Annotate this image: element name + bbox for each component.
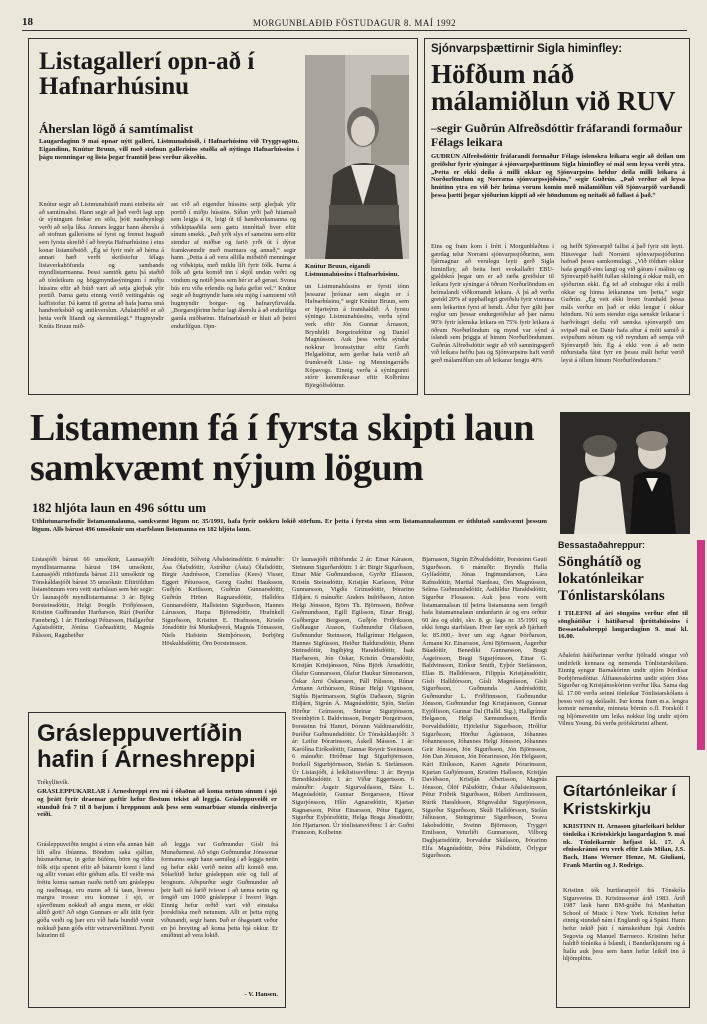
main-col1: Listasjóði bárust 66 umsóknir, Launasjóði myndlistarmanna bárust 184 umsóknir, Launasjóði rithöfunda bárust 211 umsóknir og Tónskáldasjóði bárust 35 umsóknir. Eftirtöldum listamönnum voru veitt starfslaun sem hér segir: Úr launasjóði myndlistarmanna: 3 ár: Björg Þorsteinsdóttir, Helgi Þorgils Friðjónsson, Kristinn Guðbrandur Harðarson, Rúrí (Þuríður Fannberg). 1 ár: Finnbogi Pétursson, Hallgerður Ágústsdóttir, Jónína Guðnadóttir, Magnús Pálsson, Ragnheiður <box>32 556 154 639</box>
gallery-headline: Listagallerí opn-að í Hafnarhúsinu <box>39 48 255 100</box>
grasleppu-headline: Grásleppuvertíðin hafin í Árneshreppi <box>37 720 256 773</box>
grasleppu-lead: GRÁSLEPPUKARLAR í Árneshreppi eru nú í óðaönn að koma netum sínum í sjó og þrátt fyrir draemar gæftir hefur flestum tekist að leggja. Grásleppuveiði er stunduð frá 7 til 8 bæjum í hreppnum auk þess sem sumarbúar stunda einhverja veiði. <box>37 788 277 819</box>
main-col3: Úr launasjóði rithöfunda: 2 ár: Einar Kárason, Steinunn Sigurðardóttir. 1 ár: Birgir Sigurðsson, Einar Már Guðmundsson, Gyrðir Elíasson, Kristín Steinsdóttir, Kristján Karlsson, Pétur Gunnarsson, Vigdís Grímsdóttir, Þórarinn Eldjárn. 6 mánuðir: Anders Indriðason, Anton Helgi Jónsson, Björn Th. Björnsson, Böðvar Guðmundsson, Egill Egilsson, Einar Bragi, Guðbergur Bergsson, Guðjón Friðriksson, Guðlaugur Arason, Guðmundur Ólafsson, Guðmundur Steinsson, Hallgrímur Helgason, Hannes Sigfússon, Heiður Baldursdóttir, Iðunn Steinsdóttir, Ingibjörg Haraldsdóttir, Ísak Harðarson, Jón Óskar, Kristín Ómarsdóttir, Kristján Kristjánsson, Nína Björk Árnadóttir, Ólafur Gunnarsson, Ólafur Haukur Símonarson, Óskar Árni Óskarsson, Páll Pálsson, Rúnar Ármann Arthúrsson, Rúnar Helgi Vignisson, Sigfús Bjartmarsson, Sigfús Daðason, Sigrún Eldjárn, Sigrún Á. Magnúsdóttir, Sjón, Stefán Hörður Grímsson, Steinar Sigurjónsson, Sveinbjörn I. Baldvinsson, Þorgeir Þorgeirsson, Þorsteinn frá Hamri, Þórunn Valdimarsdóttir, Þuríður Guðmundsdóttir. Úr Tónskáldasjóði: 3 ár: Leifur Þórarinsson, Áskell Másson. 1 ár: Karólína Eiríksdóttir, Gunnar Reynir Sveinsson. 6 mánuðir: Hróðmar Ingi Sigurbjörnsson, Þorkell Sigurbjörnsson, Stefán S. Stefánsson. Úr Listasjóði, á leiklistissviðinu: 3 ár: Brynja Benediktsdóttir. 1 ár: Viðar Eggertsson. 6 mánuðir: Ásgeir Sigurvaldason, Bára L. Magnúsdóttir, Gunnar Borgarsson, Hávar Sigurjónsson, Hlín Agnarsdóttir, Kjartan Ragnarsson, Pétur Einarsson, Pétur Eggerz, Sigurður Eyþórsdóttir, Helga Braga Jónsdóttir, Jón Hjartarson. Úr tónlistarsviðinu: 1 ár: Guðni Franzson, Kolbeinn <box>292 556 414 837</box>
concert-photo <box>560 412 690 534</box>
singers-graphic <box>560 412 690 534</box>
page-header <box>22 16 687 31</box>
ruv-headline: Höfðum náð málamiðlun við RUV <box>431 59 676 116</box>
bessastadir-kicker: Bessastaðahreppur: <box>558 540 646 550</box>
main-lead: Úthlutunarnefndir listamannalauna, samkvæmt lögum nr. 35/1991, hafa fyrir nokkru lokið störfum. Er þetta í fyrsta sinn sem listamannalaunum er úthlutað samkvæmt þessum lögum. Alls bárust 496 umsóknir um starfslaun listamanna en 182 hljóta laun. <box>32 518 547 533</box>
gitar-body: Kristinn tók burtfararpróf frá Tónskóla Sigursveins D. Kristinssonar árið 1983. Árið 1987 lauk hann BM-gráðu frá Manhattan School of Music í New York. Kristinn hefur einnig stundað nám í Englandi og á Spáni. Hann hefur tekið þátt í námskeiðum hjá Andrés Segovia og Manuel Barrueco. Kristinn hefur haldið tónleika á Íslandi, í Bandaríkjunum og á Ítalíu auk þess sem hann hefur leikið inn á hljómplötu. <box>563 887 685 963</box>
main-col2: Jónsdóttir, Sólveig Aðalsteinsdóttir. 6 mánuðir: Ása Ólafsdóttir, Ástríður (Ásta) Ólafsdóttir, Birgir Andrésson, Cornelíus (Kees) Visser, Eggert Pétursson, Georg Guðni Hauksson, Guðjón Ketilsson, Guðrún Gunnarsdóttir, Guðrún Hrönn Ragnarsdóttir, Halldóra Gunnarsdóttir, Hallsteinn Sigurðsson, Hannes Lárusson, Harpa Björnsdóttir, Hrafnkell Sigurðsson, Kristinn E. Hrafnsson, Kristín Jónsdóttir frá Munkaþverá, Magnús Tómasson, Níels Hafstein Steinþórsson, Þorbjörg Höskuldsdóttir, Örn Þorsteinsson. <box>162 556 284 647</box>
ruv-body-col1: Eins og fram kom í frétt í Morgunblaðinu í gærdag telur Norræni sjónvarpssjóðurinn, sem fjármagnar að verulegu leyti gerð Sigla himinfley, að beita beri svokallaðri EBU-gjaldskrá þegar um er að ræða greiðslur til leikara fyrir sýningar á öðrum Norðurlöndum en heimalandi viðkomandi leikara. Á þá að verða greidd 20% af upphaflegri greiðslu fyrir vinnuna sem leikarinn fyrst af hendi. Áður fyrr gilti þær reglur um þessar endurgreiðslur að þær námu 90% fyrir íslenska leikara en 75% fyrir leikara á öðrum Norðurlöndum og mynd var sýnd á íslandi sem þriggja af hinum Norðurlöndunum. Guðrún Alfreðsdóttir segir að við samningsgerð við leikara hefðu þau og Sjónvarpsins haft verið gerð málamiðlun um að leikarar fengju 40% <box>431 243 554 364</box>
portrait-graphic <box>305 55 409 259</box>
ruv-lead: GUÐRÚN Alfreðsdóttir fráfarandi formaður Félags íslenskra leikara segir að deilan um greiðslur fyrir sýningar á sjónvarpsþættinum Sigla himinfley sé mál sem leysa verði ytra. „Þetta er ekki deila á milli okkar og Sjónvarpsins heldur deila milli leikara á Norðurlöndum og Norræna sjónvarpssjóðsins,“ segir Guðrún. „Það verður að leysa hnútinn ytra en við hér heima vorum komin með málamiðlun við Sjónvarpið varðandi þessa þætti þegar sjóðurinn kippti að sér höndunum og neitaði að fallast á það.“ <box>431 153 685 199</box>
masthead: MORGUNBLAÐIÐ FÖSTUDAGUR 8. MAÍ 1992 <box>252 18 457 28</box>
grasleppu-dateline: Trékyllisvík. <box>37 779 70 786</box>
main-headline: Listamenn fá í fyrsta skipti laun samkvæmt nýjum lögum <box>30 407 534 489</box>
ruv-subhead: –segir Guðrún Alfreðsdóttir fráfarandi formaður Félags leikara <box>431 121 683 149</box>
gallery-body-col2: ast við að eigendur hússins setji glerþak yfir portið í miðju hússins. Síðan yrði það hitamað sem leigja á öt, leigt út til handverksmanna og viðskiptaaðila sem gætu innréttað hver eftir sínum smekk. „Það yrði slys ef sameinu sem eftir stendur af miðbæ og fariö yrði út í dýrar framkvæmdir með marmara og annað,“ segir hann. „Þetta á að vera allilla miðstöð menningar og viðskipta, með miklu lífi fyrir fólk. Þarna á fólk að geta komið inn í skjól undan veðri og vindum og notið þess sem hér er að gerast. Svona hús eru víða erlendis og hafa gefist vel.“ Knútur segir að hugmyndir hans séu mjög í samræmi við hugmyndir borgar- og hafnaryfirvalda. „Borgarstjórinn hefur lagt áherslu á að endurlífga gamla miðbæinn. Hafnarhúsið er hluti að þeirri endurlífgun. Opn- <box>171 201 296 330</box>
gallery-subhead: Áherslan lögð á samtímalist <box>39 121 194 136</box>
grasleppu-col1: Grásleppuveiðin tengist á einn eða annan hátt lífi allra íbúanna. Böndum saka sjálfan, húsmæðurnar, in gefur búfénu, börn og eldra fólk sitja spennt eftir að bátarnir komi í land og allir vonast eftir góðum afla. Ef veiðir má fréttu koma saman rauða netið um grásleppu og rauðmaga, eru menn að fá taun, hversu margra trossur eru komnar í sjó, er sjávrðinum nokkuð að angra menn, er ekki alltið gott? Að sögn Gunnars er allt útlit fyrir góða veiði og þær eru víð hafa bundið vonir nokkuð þann góðs eftir vetrarvertíðinni. Fyrsti báturinn til <box>37 841 154 940</box>
edge-marker <box>697 540 705 750</box>
ruv-body-col2: og hefði Sjónvarpið fallist á það fyrir sitt leyti. Hinsvegar hafi Norræni sjónvarpssjóðurinn hafnað þessu samkomulagi. „Við töldum okkur hafa gengið eins langt og við gátum í málinu og Sjónvarpið hafði fullan skilning á okkar máli, en sjóðurinn ekki. Ég tel að einhugur ríki á milli okkar og hinna leikaranna um þetta,“ segir Guðrún. „Ég veit ekki hvert framhald þessa máls verður en það er ekki lengur í okkar höndum. Nú sem stendur eiga sænskir leikarar í harðvítugri deilu við sænska sjónvarpið um svipað mál en Danir hafa aftur á móti samið á svipuðum nótum og við reyndum að semja við Sjónvarpið hér. Ég á ekki von á að nein niðurstaða fáist fyrr en þessu máli hefur verið leyst á öllum hinum Norðurlöndunum.“ <box>561 243 684 364</box>
gallery-article <box>28 38 418 395</box>
bessastadir-body: Aðalefni hátíðarinnar verður fjölradd söngur við undirleik kennara og nemenda Tónlistarskólans. Einnig syngur Barnakórinn undir stjórn Þórdísar Þorbjörnsdóttur. Álftanesskórinn undir stjórn Jóns Sigurðar og Kristjánsskórinn verður líka. Sama dag kl. 17.00 verða seinni tónleikar Tónlistarskólans á þessu vori og skólaslit. Þar koma fram m.a. lengra komnir nemendur, minnsta börnin o.fl. Forskóli I og hljómsveitin um leika nokkur lög undir stjórn Vilmu Young. Þá verða prófskírteini afhent. <box>558 652 688 728</box>
bessastadir-article <box>558 540 692 770</box>
knutur-bruun-photo <box>305 55 409 259</box>
gallery-body-col3: un Listmunahússins er fyrsti tónn þessarar þróunar sem slegin er í Hafnarhúsinu,“ segir Knútur Bruun, sem er bjartsýnn á framhaldið. Á fyrstu sýningu Listmunahússins, verða sýnd verk eftir Jón Gunnar Árnason, Brynhildi Þorgeirsdóttur og Daníel Magnússon. Auk þess verða sýndar nokkrar bronsstyttur eftir Gerði Helgadóttur, sem gerðar hafa verið að frumkvæði Lista- og Menningarráðs Kópavogs. Einnig verða á sýningunni stórir keramikvasar eftir Kolbrúnu Björgólfsdóttur. <box>305 283 409 389</box>
grasleppu-article <box>28 712 286 1008</box>
main-subhead: 182 hljóta laun en 496 sóttu um <box>32 500 207 515</box>
gitar-article <box>556 776 690 1008</box>
grasleppu-col2: að leggja var Guðmundur Gísli frá Munaðarnesi. Að sögn Guðmundar Jónssonar formanns segir hann sæmileg í að leggja netin og hefur ekki verið neinn afli komið enn. Sólarlítið hefur grásleppan stór og full af hrognum. Aðspurður segir Guðmundur að þeir hafi nú farið tvisvar í að tæma netin og fengið um 1000 grásleppur í hvorri lögn. Einnig hefur orðið vart við einstaka þorskfiska með netunum. Allt er þetta mjög viðunandi, segir hann. Það er óhagstætt veður en þó breyting að koma þetta hjá okkur. Er smíðinni að vera lokið. <box>161 841 278 940</box>
grasleppu-signature: - V. Hansen. <box>244 991 278 998</box>
bessastadir-headline: Sönghátíð og lokatónleikar Tónlistarskólans <box>558 554 665 604</box>
ruv-kicker: Sjónvarpsþættirnir Sigla himinfley: <box>431 43 623 55</box>
bessastadir-lead: Í TILEFNI af ári söngsins verður efnt til sönghátíðar í hátíðarsal íþróttahússins í Bessastaðahreppi laugardaginn 9. maí kl. 16.00. <box>558 610 688 641</box>
main-col4: Bjarnason, Sigrún Eðvaldsdóttir, Þorsteinn Gauti Sigurðsson. 6 mánuðir: Bryndís Halla Gylfadóttir, Jónas Ingimundarson, Lára Rafnsdóttir, Martial Nardeau, Örn Magnússon, Selma Guðmundsdóttir, Ásthildur Haraldsdóttir, Sigurður Flosason. Auk þess voru veitt listamannalaun til þeirra listamanna sem fengið hafa listamannalaun undanfarin ár og eru orðnir 60 ára og eldri, skv. 8. gr. laga nr. 35/1991 og ekki fengu starfslaun. Hver fær styrk að fjárhæð kr. 85.000,- hver um sig: Agnar Þórðarson, Ármann Kr. Einarsson, Árni Björnsson, Ásgerður Búadóttir, Benedikt Gunnarsson, Bragi Ásgeirsson, Bragi Sigurjónsson, Einar G. Baldvinsson, Eiríkur Smith, Eyþór Stefánsson, Elías B. Halldórsson, Filippía Kristjánsdóttir, Gísli Halldórsson, Gísli Magnússon, Gísli Sigurðsson, Guðmunda Andrésdóttir, Guðmundur L. Friðfinnsson, Guðmundur Jónsson, Guðmundur Ingi Kristjánsson, Gunnar Eyjólfsson, Gunnar Dal (Halld. Sig.), Hallgrímur Helgason, Helgi Sæmundsson, Herdís Þorvaldsdóttir, Hjörleifur Sigurðsson, Hrólfur Sigurðsson, Hörður Ágústsson, Jóhannes Jóhannesson, Jóhannes Helgi Jónsson, Jóhannes Geir Jónsson, Jón Sigurðsson, Jón Björnsson, Jón Dan Jónsson, Jón Þórarinsson, Jón Helgason, Kári Eiríksson, Karen Agnete Þórarinsson, Kjartan Guðjónsson, Kristinn Hallsson, Kristján Davíðsson, Kristján Albertsson, Magnús Jónsson, Ólöf Pálsdóttir, Óskar Aðalsteinsson, Pétur Friðrik Sigurðsson, Róbert Arnfinnsson, Rúrik Haraldsson, Rögnvaldur Sigurjónsson, Sigurður Sigurðsson, Skúli Halldórsson, Stefán Júlíusson, Steingrímur Sigurðsson, Svava Jakobsdóttir, Sveinn Björnsson, Tryggvi Emilsson, Veturliði Gunnarsson, Vilborg Dagbjartsdóttir, Þorvaldur Skúlason, Þórarinn Elfa Magnúsdóttir, Þóra Pálsdóttir, Örlygur Sigurðsson. <box>422 556 547 860</box>
gallery-photo-caption: Knútur Bruun, eigandi Listmunahússins í Hafnarhúsinu. <box>305 263 400 278</box>
gallery-lead: Laugardaginn 9 maí opnar nýtt gallerí, Listmunahúsið, í Hafnarhúsinu við Tryggvagötu. Eigandinn, Knútur Bruun, vill með stofnun gallerísins stuðla að nýtingu Hafnarhússins í þágu menningar og lista þegar framtíð þess verður ákveðin. <box>39 138 299 161</box>
page-number: 18 <box>22 16 33 28</box>
gitar-lead: KRISTINN H. Árnason gítarleikari heldur tónleika í Kristskirkju laugardaginn 9. maí nk. Tónleikarnir hefjast kl. 17. Á efnisskránni eru verk eftir Luis Milan, J.S. Bach, Hans Werner Henze, M. Giuliani, Frank Martin og J. Rodrigo. <box>563 823 685 869</box>
gitar-headline: Gítartónleikar í Kristskirkju <box>563 783 676 818</box>
gallery-body-col1: Knútur segir að Listmunahúsið muni einbeita sér að samtímalist. Hann segir að það verði lagt upp úr sýningum frekar en sölu, þótt nauðsynlegt verði að selja líka. Annars leggur hann áherslu á að stofnun gallerísins sé fyrst og fremst hugsuð sem fyrsta skrefið í að breyta Hafnarhúsinu í eins konar listamiðstöð. „Ég sé fyrir mér að hérna á annari hæð verði skrifstofur félags listaverkahöfunda og sambands myndlistarmanna. Þessi samtök gætu þá staðið að tónleikum og höggmyndasýningum í miðju hússins eftir að búið væri að setja glerþak yfir portið. Þarna gætu einnig verið veitingahús og kaffistofur. Þá kæmi til greina að hafa þarna smá handverksbúð og antikverslun. Aðalatriðið er að þetta verði lifandi og skemmtilegt.“ Hugmyndir Knúts Bruun mið- <box>39 201 164 330</box>
ruv-article <box>424 38 690 395</box>
